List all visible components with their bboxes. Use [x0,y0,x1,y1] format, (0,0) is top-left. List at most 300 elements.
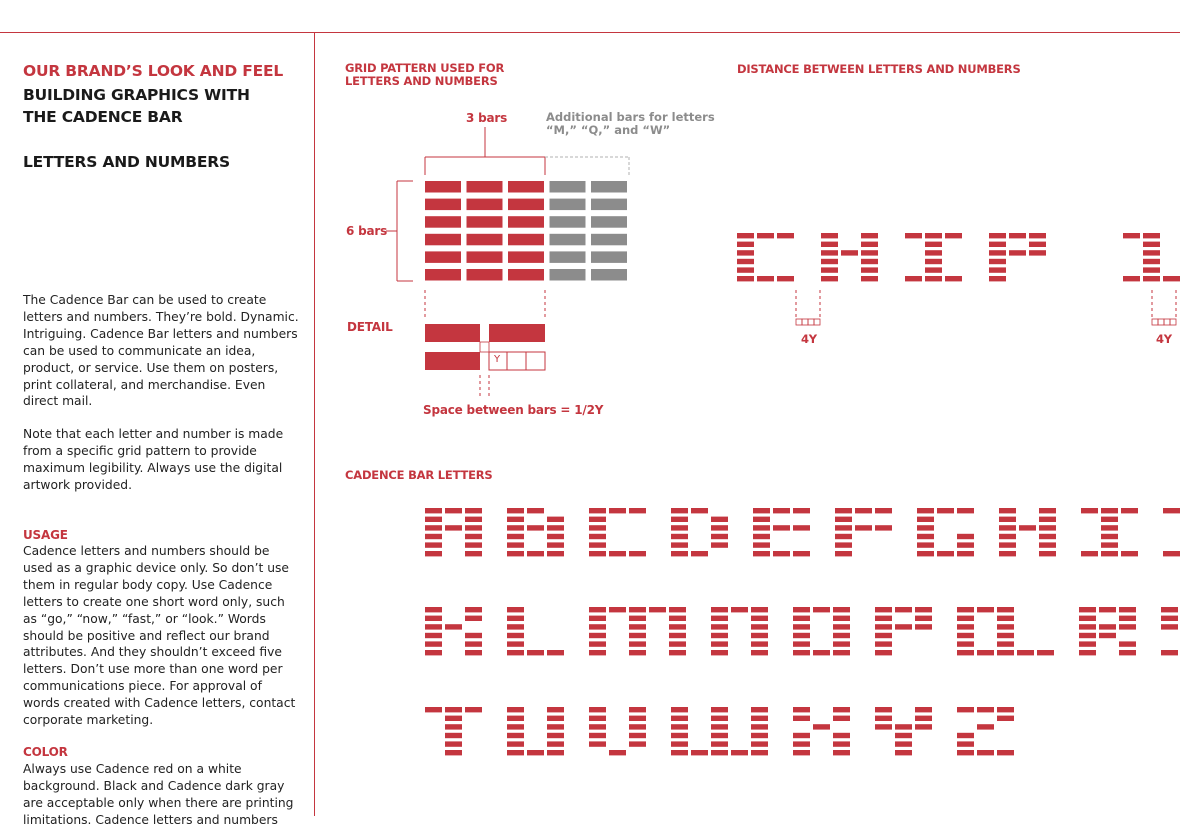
glyph-bar [547,551,564,556]
glyph-bar [507,750,524,755]
glyph-bar [999,517,1016,522]
glyph-bar [753,542,770,547]
glyph-bar [793,707,810,712]
glyph-bar [957,707,974,712]
glyph-bar [527,525,544,530]
glyph-bar [937,508,954,513]
glyph-bar [833,750,850,755]
glyph-bar [861,242,878,247]
glyph-bar [751,741,768,746]
usage-paragraph [23,543,308,729]
glyph-bar [1039,508,1056,513]
glyph-bar [711,641,728,646]
glyph-bar [465,517,482,522]
glyph-bar [465,707,482,712]
cadence-glyph-v [589,707,646,755]
glyph-bar [751,616,768,621]
glyph-bar [445,525,462,530]
glyph-bar [629,616,646,621]
glyph-bar [999,551,1016,556]
glyph-bar [835,551,852,556]
glyph-bar [507,741,524,746]
glyph-bar [671,508,688,513]
cadence-glyph-1 [1123,233,1180,281]
glyph-bar [989,259,1006,264]
glyph-bar [821,250,838,255]
glyph-bar [895,733,912,738]
glyph-bar [1161,624,1178,629]
intro-paragraph [23,292,308,410]
glyph-bar [997,624,1014,629]
intro-line: direct mail. [23,394,93,409]
glyph-bar [833,633,850,638]
glyph-bar [711,750,728,755]
glyph-bar [671,716,688,721]
y-unit-label: Y [494,354,501,365]
three-bars-bracket [425,127,545,175]
glyph-bar [629,733,646,738]
glyph-bar [1039,534,1056,539]
glyph-bar [989,267,1006,272]
glyph-bar [751,624,768,629]
glyph-bar [507,534,524,539]
brand-title: OUR BRAND’S LOOK AND FEEL [23,62,284,80]
glyph-bar [753,517,770,522]
glyph-bar [1039,551,1056,556]
glyph-bar [671,733,688,738]
glyph-bar [527,650,544,655]
glyph-bar [425,650,442,655]
glyph-bar [751,724,768,729]
glyph-bar [751,650,768,655]
grid-bar [550,269,586,281]
grid-bar [425,181,461,193]
glyph-bar [445,724,462,729]
glyph-bar [671,707,688,712]
glyph-bar [793,624,810,629]
section-title: LETTERS AND NUMBERS [23,153,230,171]
glyph-bar [977,750,994,755]
grid-bars [425,181,627,281]
glyph-bar [425,551,442,556]
glyph-bar [737,250,754,255]
glyph-bar [821,276,838,281]
glyph-bar [989,250,1006,255]
cadence-glyph-a [425,508,482,556]
glyph-bar [1079,624,1096,629]
grid-bar [508,234,544,246]
glyph-bar [751,733,768,738]
cadence-glyph-f [835,508,892,556]
glyph-bar [997,633,1014,638]
grid-bar [508,181,544,193]
glyph-bar [753,534,770,539]
cadence-glyph-i [905,233,962,281]
glyph-bar [1143,242,1160,247]
glyph-bar [589,607,606,612]
glyph-bar [915,624,932,629]
glyph-bar [895,607,912,612]
glyph-bar [465,542,482,547]
glyph-bar [777,276,794,281]
grid-bar [467,199,503,211]
glyph-bar [1101,508,1118,513]
glyph-bar [589,508,606,513]
grid-bar [467,216,503,228]
glyph-bar [445,716,462,721]
glyph-bar [875,641,892,646]
spacing-unit [814,319,820,325]
glyph-bar [895,750,912,755]
glyph-bar [507,707,524,712]
glyph-bar [945,276,962,281]
glyph-bar [917,508,934,513]
glyph-bar [649,607,666,612]
glyph-bar [547,724,564,729]
glyph-bar [737,276,754,281]
cadence-glyph-u [507,707,564,755]
glyph-bar [1161,650,1178,655]
glyph-bar [1101,517,1118,522]
glyph-bar [669,624,686,629]
glyph-bar [917,542,934,547]
glyph-bar [861,259,878,264]
cadence-glyph-z [957,707,1014,755]
cadence-glyph-w [671,707,768,755]
cadence-glyph-r [1079,607,1136,655]
grid-bar [550,199,586,211]
glyph-bar [957,641,974,646]
glyph-bar [711,707,728,712]
glyph-bar [999,525,1016,530]
glyph-bar [629,707,646,712]
cadence-glyph-j [1163,508,1180,556]
glyph-bar [793,641,810,646]
glyph-bar [861,250,878,255]
glyph-bar [711,534,728,539]
glyph-bar [1119,650,1136,655]
cadence-glyph-k [425,607,482,655]
glyph-bar [997,716,1014,721]
grid-heading [345,62,504,88]
glyph-bar [915,607,932,612]
usage-heading: USAGE [23,528,68,542]
glyph-bar [547,733,564,738]
glyph-bar [1009,233,1026,238]
glyph-bar [507,641,524,646]
glyph-bar [507,508,524,513]
usage-line: corporate marketing. [23,713,154,728]
intro-line: product, or service. Use them on posters, [23,360,279,375]
glyph-bar [833,716,850,721]
glyph-bar [821,242,838,247]
glyph-bar [861,267,878,272]
usage-line: as “go,” “now,” “fast,” or “look.” Words [23,611,266,626]
glyph-bar [547,650,564,655]
glyph-bar [841,250,858,255]
glyph-bar [977,724,994,729]
glyph-bar [737,242,754,247]
glyph-bar [1029,233,1046,238]
additional-bars-note [546,111,715,137]
glyph-bar [793,716,810,721]
grid-bar [591,216,627,228]
glyph-bar [957,542,974,547]
glyph-bar [835,508,852,513]
spacing-unit [808,319,814,325]
glyph-bar [445,750,462,755]
glyph-bar [425,542,442,547]
six-bars-bracket [386,181,413,281]
note-line: maximum legibility. Always use the digital [23,460,283,475]
glyph-bar [669,650,686,655]
glyph-bar [821,259,838,264]
glyph-bar [925,267,942,272]
grid-bar [591,181,627,193]
glyph-bar [671,517,688,522]
glyph-bar [589,724,606,729]
grid-bar [508,199,544,211]
glyph-bar [425,607,442,612]
glyph-bar [1121,508,1138,513]
spacing-unit [1158,319,1164,325]
subtitle-line2: THE CADENCE BAR [23,108,183,126]
glyph-bar [833,607,850,612]
cadence-glyph-y [875,707,932,755]
glyph-bar [989,233,1006,238]
glyph-bar [895,724,912,729]
glyph-bar [895,624,912,629]
additional-note-line1: Additional bars for letters [546,110,715,124]
color-line: are acceptable only when there are printing [23,795,294,810]
cadence-glyph-p [875,607,932,655]
glyph-bar [671,542,688,547]
usage-line: used as a graphic device only. So don’t use [23,560,289,575]
additional-bars-bracket [545,157,629,175]
usage-line: letters. Don’t use more than one word per [23,662,283,677]
glyph-bar [861,276,878,281]
glyph-bar [1163,276,1180,281]
glyph-bar [793,525,810,530]
intro-line: The Cadence Bar can be used to create [23,293,267,307]
glyph-bar [751,633,768,638]
glyph-bar [589,650,606,655]
glyph-bar [671,750,688,755]
note-paragraph [23,426,308,494]
glyph-bar [1019,525,1036,530]
glyph-bar [445,741,462,746]
glyph-bar [793,650,810,655]
glyph-bar [833,741,850,746]
usage-line: words created with Cadence letters, contact [23,696,296,711]
grid-bar [467,181,503,193]
glyph-bar [875,607,892,612]
glyph-bar [669,633,686,638]
grid-bar [508,216,544,228]
glyph-bar [507,650,524,655]
glyph-bar [629,551,646,556]
grid-heading-line2: LETTERS AND NUMBERS [345,74,498,88]
glyph-bar [527,508,544,513]
glyph-bar [547,542,564,547]
glyph-bar [425,508,442,513]
color-heading: COLOR [23,745,68,759]
glyph-bar [915,616,932,621]
grid-bar [425,216,461,228]
cadence-glyph-n [711,607,768,655]
usage-line: Cadence letters and numbers should be [23,544,270,558]
top-rule [0,32,1180,33]
grid-bar [508,251,544,263]
spacing-label-right: 4Y [1156,332,1172,346]
glyph-bar [527,551,544,556]
cadence-glyph-p [989,233,1046,281]
six-bars-label: 6 bars [346,224,388,238]
glyph-bar [629,607,646,612]
glyph-bar [1101,542,1118,547]
glyph-bar [737,267,754,272]
glyph-bar [669,616,686,621]
glyph-bar [905,276,922,281]
glyph-bar [833,650,850,655]
glyph-bar [917,551,934,556]
glyph-bar [833,641,850,646]
glyph-bar [547,741,564,746]
column-divider [314,32,315,816]
grid-bar [591,199,627,211]
glyph-bar [507,733,524,738]
glyph-bar [751,707,768,712]
cadence-glyph-s [1161,607,1180,655]
glyph-bar [917,534,934,539]
glyph-bar [425,534,442,539]
glyph-bar [833,616,850,621]
glyph-bar [711,716,728,721]
glyph-bar [465,508,482,513]
glyph-bar [711,633,728,638]
glyph-bar [753,508,770,513]
glyph-bar [1039,517,1056,522]
glyph-bar [547,525,564,530]
glyph-bar [425,616,442,621]
cadence-glyph-c [737,233,794,281]
glyph-bar [691,508,708,513]
glyph-bar [465,525,482,530]
glyph-bar [547,750,564,755]
glyph-bar [957,508,974,513]
glyph-bar [671,534,688,539]
glyph-bar [731,750,748,755]
glyph-bar [813,650,830,655]
glyph-bar [813,607,830,612]
glyph-bar [957,733,974,738]
glyph-bar [925,259,942,264]
glyph-bar [711,616,728,621]
glyph-bar [1119,641,1136,646]
glyph-bar [793,633,810,638]
glyph-bar [609,551,626,556]
glyph-bar [711,517,728,522]
usage-line: letters to create one short word only, such [23,594,285,609]
glyph-bar [753,525,770,530]
cadence-glyph-g [917,508,974,556]
glyph-bar [977,707,994,712]
color-paragraph [23,761,308,829]
glyph-bar [425,624,442,629]
spacing-unit [1152,319,1158,325]
glyph-bar [833,733,850,738]
glyph-bar [777,233,794,238]
glyph-bar [937,551,954,556]
glyph-bar [669,607,686,612]
glyph-bar [629,650,646,655]
glyph-bar [589,517,606,522]
cadence-glyph-t [425,707,482,755]
glyph-bar [915,724,932,729]
glyph-bar [957,741,974,746]
glyph-bar [589,641,606,646]
glyph-bar [999,542,1016,547]
glyph-bar [925,276,942,281]
intro-line: print collateral, and merchandise. Even [23,377,266,392]
spacing-marker [1152,290,1176,325]
glyph-bar [1143,267,1160,272]
glyph-bar [445,707,462,712]
glyph-bar [589,716,606,721]
glyph-bar [875,650,892,655]
glyph-bar [589,551,606,556]
glyph-bar [507,607,524,612]
glyph-bar [589,741,606,746]
grid-bar [467,234,503,246]
glyph-bar [875,508,892,513]
glyph-bar [861,233,878,238]
glyph-bar [1079,616,1096,621]
grid-bar [425,234,461,246]
glyph-bar [671,525,688,530]
glyph-bar [1143,250,1160,255]
glyph-bar [1039,525,1056,530]
grid-bar [550,181,586,193]
glyph-bar [917,525,934,530]
glyph-bar [977,650,994,655]
glyph-bar [629,716,646,721]
glyph-bar [425,641,442,646]
cadence-glyph-q [957,607,1054,655]
grid-bar [550,216,586,228]
glyph-bar [821,267,838,272]
glyph-bar [1119,624,1136,629]
glyph-bar [465,633,482,638]
glyph-bar [945,233,962,238]
glyph-bar [1123,233,1140,238]
glyph-bar [1161,607,1178,612]
color-line: limitations. Cadence letters and numbers [23,812,278,827]
glyph-bar [821,233,838,238]
glyph-bar [793,551,810,556]
spacing-unit [1170,319,1176,325]
glyph-bar [997,707,1014,712]
glyph-bar [957,633,974,638]
glyph-bar [793,616,810,621]
grid-bar [467,269,503,281]
glyph-bar [855,525,872,530]
glyph-bar [609,750,626,755]
cadence-glyph-h [999,508,1056,556]
cadence-glyph-x [793,707,850,755]
glyph-bar [691,551,708,556]
glyph-bar [1029,250,1046,255]
